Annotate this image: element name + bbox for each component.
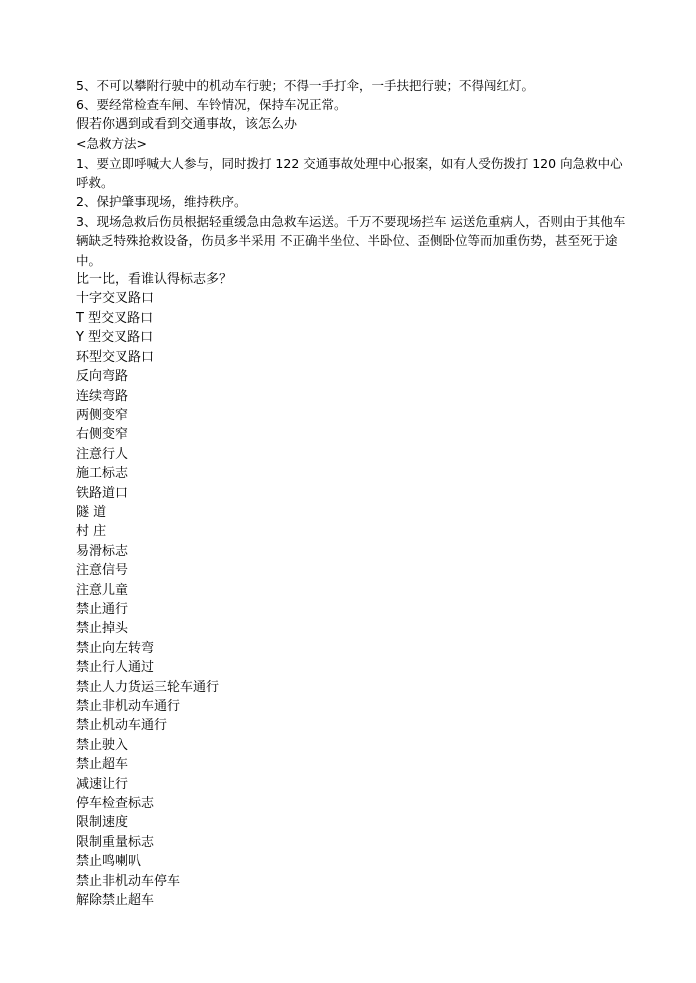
first-aid-title: <急救方法>: [76, 136, 147, 152]
sign-item: 十字交叉路口: [76, 291, 155, 307]
sign-item: 禁止非机动车通行: [76, 699, 181, 714]
sign-item: 禁止通行: [76, 601, 129, 617]
sign-item: 禁止向左转弯: [76, 640, 155, 656]
sign-item: 禁止非机动车停车: [76, 873, 181, 889]
sign-item: 注意行人: [76, 446, 129, 462]
sign-item: 易滑标志: [76, 543, 129, 559]
sign-item: 隧 道: [76, 504, 107, 520]
sign-list: [76, 289, 628, 910]
sign-item: 禁止人力货运三轮车通行: [76, 679, 220, 695]
first-aid-step-3: 3、现场急救后伤员根据轻重缓急由急救车运送。千万不要现场拦车 运送危重病人，否则由于其他车辆缺乏特殊抢救设备，伤员多半采用 不正确半坐位、半卧位、歪侧卧位等而加重伤势，甚至死于途中。: [76, 213, 626, 268]
first-aid-step-2: 2、保护肇事现场，维持秩序。: [76, 194, 247, 210]
signs-prompt: 比一比，看谁认得标志多？: [76, 272, 233, 288]
rule-5: 5、不可以攀附行驶中的机动车行驶；不得一手打伞，一手扶把行驶；不得闯红灯。: [76, 78, 534, 93]
sign-item: 环型交叉路口: [76, 349, 155, 365]
sign-item: 禁止超车: [76, 757, 129, 773]
sign-item: 禁止鸣喇叭: [76, 854, 142, 870]
sign-item: 解除禁止超车: [76, 893, 155, 909]
first-aid-step-1: 1、要立即呼喊大人参与，同时拨打 122 交通事故处理中心报案，如有人受伤拨打 120 向急救中心呼救。: [76, 155, 623, 191]
sign-item: 右侧变窄: [76, 427, 129, 443]
sign-item: 施工标志: [76, 466, 129, 482]
sign-item: 停车检查标志: [76, 796, 155, 812]
sign-item: 禁止机动车通行: [76, 718, 168, 734]
sign-item: 注意儿童: [76, 582, 129, 598]
sign-item: T 型交叉路口: [76, 310, 154, 326]
sign-item: 禁止驶入: [76, 737, 129, 753]
sign-item: Y 型交叉路口: [76, 330, 154, 346]
sign-item: 村 庄: [76, 524, 107, 540]
rule-6: 6、要经常检查车闸、车铃情况，保持车况正常。: [76, 97, 347, 113]
sign-item: 禁止掉头: [76, 621, 129, 637]
sign-item: 注意信号: [76, 563, 129, 579]
sign-item: 禁止行人通过: [76, 660, 155, 676]
sign-item: 连续弯路: [76, 388, 129, 404]
sign-item: 铁路道口: [76, 485, 129, 501]
accident-question: 假若你遇到或看到交通事故，该怎么办: [76, 116, 298, 132]
sign-item: 限制重量标志: [76, 834, 155, 850]
sign-item: 限制速度: [76, 815, 129, 831]
sign-item: 减速让行: [76, 776, 129, 792]
sign-item: 两侧变窄: [76, 407, 129, 423]
sign-item: 反向弯路: [76, 369, 129, 385]
document-page: [76, 76, 628, 910]
